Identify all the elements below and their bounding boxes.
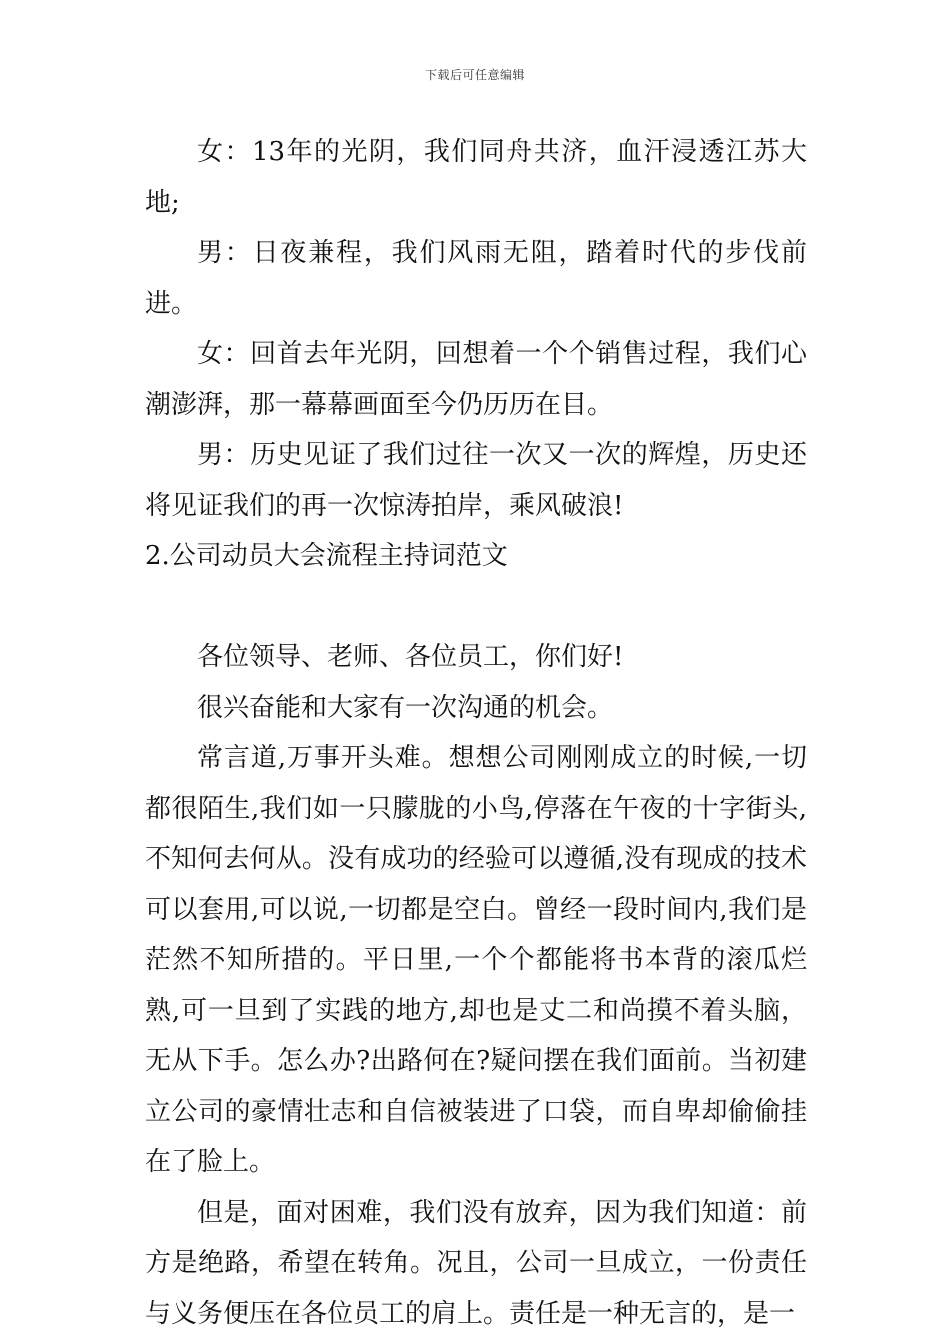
speech-paragraph-1: 各位领导、老师、各位员工，你们好! — [197, 642, 624, 672]
speech-paragraph-2: 很兴奋能和大家有一次沟通的机会。 — [197, 692, 614, 723]
dialogue-paragraph-1: 女：13年的光阴，我们同舟共济，血汗浸透江苏大地; — [145, 137, 807, 218]
dialogue-paragraph-4: 男：历史见证了我们过往一次又一次的辉煌，历史还将见证我们的再一次惊涛拍岸，乘风破浪! — [145, 440, 807, 521]
section-title: 2.公司动员大会流程主持词范文 — [145, 541, 508, 571]
dialogue-paragraph-3: 女：回首去年光阴，回想着一个个销售过程，我们心潮澎湃，那一幕幕画面至今仍历历在目。 — [145, 339, 807, 420]
document-body — [145, 127, 807, 1339]
dialogue-paragraph-2: 男：日夜兼程，我们风雨无阻，踏着时代的步伐前进。 — [145, 238, 807, 319]
page-header-note: 下载后可任意编辑 — [424, 68, 525, 82]
blank-line — [145, 582, 807, 633]
speech-paragraph-4: 但是，面对困难，我们没有放弃，因为我们知道：前方是绝路，希望在转角。况且，公司一旦成立，一份责任与义务便压在各位员工的肩上。责任是一种无言的，是一 — [145, 1197, 807, 1329]
speech-paragraph-3: 常言道,万事开头难。想想公司刚刚成立的时候,一切都很陌生,我们如一只朦胧的小鸟,停落在午夜的十字街头,不知何去何从。没有成功的经验可以遵循,没有现成的技术可以套用,可以说,一切都是空白。曾经一段时间内,我们是茫然不知所措的。平日里,一个个都能将书本背的滚瓜烂熟,可一旦到了实践的地方,却也是丈二和尚摸不着头脑，无从下手。怎么办?出路何在?疑问摆在我们面前。当初建立公司的豪情壮志和自信被装进了口袋，而自卑却偷偷挂在了脸上。 — [145, 743, 807, 1177]
